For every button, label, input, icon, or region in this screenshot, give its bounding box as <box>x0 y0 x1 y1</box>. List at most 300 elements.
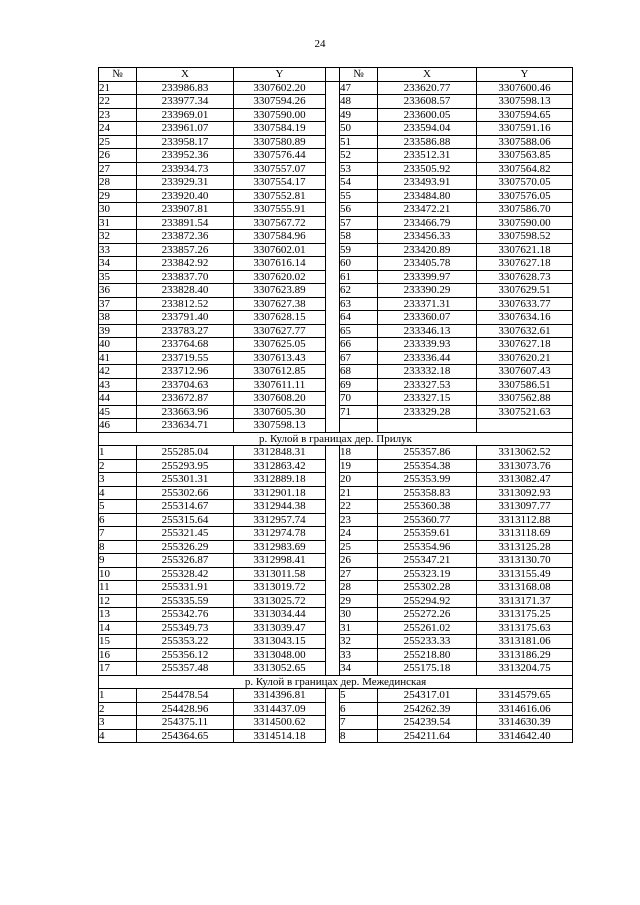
cell-num: 36 <box>99 284 137 298</box>
column-gap <box>326 473 340 487</box>
cell-x: 233493.91 <box>378 176 477 190</box>
column-gap <box>326 527 340 541</box>
cell-y: 3307598.52 <box>477 230 573 244</box>
table-row <box>99 189 573 203</box>
cell-num: 33 <box>99 243 137 257</box>
column-gap <box>326 392 340 406</box>
cell-num: 48 <box>340 95 378 109</box>
cell-num: 5 <box>99 500 137 514</box>
cell-num: 34 <box>340 662 378 676</box>
cell-x: 255175.18 <box>378 662 477 676</box>
column-gap <box>326 95 340 109</box>
cell-num: 57 <box>340 216 378 230</box>
cell-x: 233327.53 <box>378 378 477 392</box>
cell-y: 3312974.78 <box>234 527 326 541</box>
column-gap <box>326 635 340 649</box>
table-row <box>99 338 573 352</box>
table-row <box>99 324 573 338</box>
cell-num: 1 <box>99 689 137 703</box>
cell-y: 3307625.05 <box>234 338 326 352</box>
cell-x: 255326.29 <box>137 540 234 554</box>
column-gap <box>326 81 340 95</box>
cell-y: 3307594.26 <box>234 95 326 109</box>
cell-num: 4 <box>99 486 137 500</box>
cell-y: 3307562.88 <box>477 392 573 406</box>
cell-num: 42 <box>99 365 137 379</box>
cell-num: 38 <box>99 311 137 325</box>
cell-num: 18 <box>340 446 378 460</box>
cell-y: 3313097.77 <box>477 500 573 514</box>
cell-num: 52 <box>340 149 378 163</box>
table-row <box>99 311 573 325</box>
table-header <box>99 68 573 82</box>
column-gap <box>326 243 340 257</box>
cell-y: 3312863.42 <box>234 459 326 473</box>
cell-num: 15 <box>99 635 137 649</box>
cell-num: 60 <box>340 257 378 271</box>
cell-x: 233332.18 <box>378 365 477 379</box>
cell-x: 254428.96 <box>137 702 234 716</box>
cell-y: 3307602.01 <box>234 243 326 257</box>
cell-x: 255335.59 <box>137 594 234 608</box>
table-row <box>99 257 573 271</box>
cell-y: 3307580.89 <box>234 135 326 149</box>
cell-x: 233327.15 <box>378 392 477 406</box>
cell-y: 3307564.82 <box>477 162 573 176</box>
table-row <box>99 203 573 217</box>
cell-num: 45 <box>99 405 137 419</box>
header-y: Y <box>477 68 573 82</box>
cell-y: 3314616.06 <box>477 702 573 716</box>
cell-num: 16 <box>99 648 137 662</box>
cell-y: 3314579.65 <box>477 689 573 703</box>
table-row <box>99 378 573 392</box>
cell-x: 233952.36 <box>137 149 234 163</box>
table-row <box>99 405 573 419</box>
cell-num: 22 <box>99 95 137 109</box>
cell-num <box>340 419 378 433</box>
table-row <box>99 662 573 676</box>
cell-y: 3313181.06 <box>477 635 573 649</box>
cell-y: 3313073.76 <box>477 459 573 473</box>
cell-x: 255358.83 <box>378 486 477 500</box>
cell-num: 40 <box>99 338 137 352</box>
cell-x: 255357.48 <box>137 662 234 676</box>
column-gap <box>326 203 340 217</box>
cell-y: 3307557.07 <box>234 162 326 176</box>
table-row <box>99 351 573 365</box>
cell-num: 2 <box>99 702 137 716</box>
table-row <box>99 513 573 527</box>
cell-y: 3307633.77 <box>477 297 573 311</box>
cell-y: 3307627.18 <box>477 338 573 352</box>
cell-y: 3307628.73 <box>477 270 573 284</box>
cell-num: 34 <box>99 257 137 271</box>
column-gap <box>326 122 340 136</box>
cell-x: 255233.33 <box>378 635 477 649</box>
cell-y: 3312889.18 <box>234 473 326 487</box>
cell-x: 233399.97 <box>378 270 477 284</box>
cell-y: 3313186.29 <box>477 648 573 662</box>
cell-x: 233594.04 <box>378 122 477 136</box>
column-gap <box>326 446 340 460</box>
cell-num: 27 <box>340 567 378 581</box>
cell-x: 233704.63 <box>137 378 234 392</box>
table-row <box>99 621 573 635</box>
column-gap <box>326 284 340 298</box>
cell-num: 51 <box>340 135 378 149</box>
cell-x: 233812.52 <box>137 297 234 311</box>
cell-y: 3313062.52 <box>477 446 573 460</box>
cell-y: 3312983.69 <box>234 540 326 554</box>
cell-num: 47 <box>340 81 378 95</box>
table-row <box>99 486 573 500</box>
table-row <box>99 567 573 581</box>
cell-x: 233390.29 <box>378 284 477 298</box>
cell-y: 3313118.69 <box>477 527 573 541</box>
cell-x: 233586.88 <box>378 135 477 149</box>
cell-num: 61 <box>340 270 378 284</box>
table-row <box>99 527 573 541</box>
cell-x: 255360.77 <box>378 513 477 527</box>
cell-x: 255342.76 <box>137 608 234 622</box>
cell-y: 3313171.37 <box>477 594 573 608</box>
table-row <box>99 162 573 176</box>
cell-y: 3307620.21 <box>477 351 573 365</box>
cell-num: 43 <box>99 378 137 392</box>
table-row <box>99 716 573 730</box>
cell-x: 233907.81 <box>137 203 234 217</box>
column-gap <box>326 338 340 352</box>
cell-x: 255293.95 <box>137 459 234 473</box>
cell-num: 6 <box>99 513 137 527</box>
cell-y: 3313082.47 <box>477 473 573 487</box>
cell-y: 3307598.13 <box>477 95 573 109</box>
cell-x: 233466.79 <box>378 216 477 230</box>
column-gap <box>326 500 340 514</box>
cell-num: 44 <box>99 392 137 406</box>
table-row <box>99 419 573 433</box>
cell-y: 3313025.72 <box>234 594 326 608</box>
cell-num: 46 <box>99 419 137 433</box>
cell-num: 10 <box>99 567 137 581</box>
cell-num: 59 <box>340 243 378 257</box>
table-row <box>99 459 573 473</box>
cell-y: 3307616.14 <box>234 257 326 271</box>
cell-y: 3307629.51 <box>477 284 573 298</box>
cell-y: 3307634.16 <box>477 311 573 325</box>
cell-x: 233712.96 <box>137 365 234 379</box>
cell-num: 23 <box>99 108 137 122</box>
table-row <box>99 230 573 244</box>
cell-y: 3312998.41 <box>234 554 326 568</box>
column-gap <box>326 513 340 527</box>
cell-y: 3307588.06 <box>477 135 573 149</box>
column-gap <box>326 351 340 365</box>
cell-num: 58 <box>340 230 378 244</box>
table-row <box>99 243 573 257</box>
cell-y: 3307605.30 <box>234 405 326 419</box>
cell-y: 3312901.18 <box>234 486 326 500</box>
column-gap <box>326 405 340 419</box>
cell-y: 3307554.17 <box>234 176 326 190</box>
cell-num: 1 <box>99 446 137 460</box>
column-gap <box>326 716 340 730</box>
table-row <box>99 216 573 230</box>
page-number: 24 <box>314 38 326 50</box>
cell-y: 3307627.38 <box>234 297 326 311</box>
cell-x: 255301.31 <box>137 473 234 487</box>
cell-x: 233339.93 <box>378 338 477 352</box>
column-gap <box>326 486 340 500</box>
cell-num: 53 <box>340 162 378 176</box>
table-row <box>99 284 573 298</box>
cell-y: 3313019.72 <box>234 581 326 595</box>
cell-y <box>477 419 573 433</box>
column-gap <box>326 729 340 743</box>
cell-x: 233969.01 <box>137 108 234 122</box>
cell-x: 255353.99 <box>378 473 477 487</box>
cell-x: 255357.86 <box>378 446 477 460</box>
cell-x: 233986.83 <box>137 81 234 95</box>
table-row <box>99 689 573 703</box>
cell-num: 24 <box>340 527 378 541</box>
table-row <box>99 135 573 149</box>
cell-y: 3313011.58 <box>234 567 326 581</box>
cell-x: 233346.13 <box>378 324 477 338</box>
cell-x: 254317.01 <box>378 689 477 703</box>
column-gap <box>326 216 340 230</box>
column-gap <box>326 257 340 271</box>
cell-y: 3307552.81 <box>234 189 326 203</box>
cell-x: 255302.28 <box>378 581 477 595</box>
cell-x: 254239.54 <box>378 716 477 730</box>
cell-y: 3307591.16 <box>477 122 573 136</box>
table-row <box>99 176 573 190</box>
column-gap <box>326 230 340 244</box>
cell-num: 35 <box>99 270 137 284</box>
cell-num: 26 <box>99 149 137 163</box>
cell-y: 3307600.46 <box>477 81 573 95</box>
table-row <box>99 392 573 406</box>
cell-x: 233512.31 <box>378 149 477 163</box>
cell-x: 254478.54 <box>137 689 234 703</box>
column-gap <box>326 297 340 311</box>
cell-x: 233842.92 <box>137 257 234 271</box>
column-gap <box>326 162 340 176</box>
cell-num: 4 <box>99 729 137 743</box>
cell-num: 54 <box>340 176 378 190</box>
cell-num: 21 <box>340 486 378 500</box>
cell-y: 3314630.39 <box>477 716 573 730</box>
cell-num: 65 <box>340 324 378 338</box>
cell-num: 24 <box>99 122 137 136</box>
cell-num: 30 <box>99 203 137 217</box>
cell-num: 8 <box>340 729 378 743</box>
section-title-row <box>99 432 573 446</box>
table-row <box>99 500 573 514</box>
cell-x: 255261.02 <box>378 621 477 635</box>
cell-num: 71 <box>340 405 378 419</box>
cell-x: 233634.71 <box>137 419 234 433</box>
table-row <box>99 122 573 136</box>
cell-x: 255347.21 <box>378 554 477 568</box>
cell-y: 3313168.08 <box>477 581 573 595</box>
cell-num: 9 <box>99 554 137 568</box>
header-y: Y <box>234 68 326 82</box>
cell-y: 3312957.74 <box>234 513 326 527</box>
cell-x: 233600.05 <box>378 108 477 122</box>
cell-num: 66 <box>340 338 378 352</box>
cell-num: 37 <box>99 297 137 311</box>
cell-x: 233791.40 <box>137 311 234 325</box>
cell-num: 25 <box>340 540 378 554</box>
cell-x: 233719.55 <box>137 351 234 365</box>
cell-num: 29 <box>340 594 378 608</box>
column-gap <box>326 554 340 568</box>
coordinates-table <box>98 67 573 743</box>
table-row <box>99 149 573 163</box>
column-gap <box>326 662 340 676</box>
cell-y: 3307590.00 <box>234 108 326 122</box>
cell-y: 3307613.43 <box>234 351 326 365</box>
cell-y: 3313048.00 <box>234 648 326 662</box>
cell-num: 11 <box>99 581 137 595</box>
cell-x: 255272.26 <box>378 608 477 622</box>
column-gap <box>326 621 340 635</box>
cell-y: 3313112.88 <box>477 513 573 527</box>
cell-x: 233872.36 <box>137 230 234 244</box>
cell-x: 233837.70 <box>137 270 234 284</box>
cell-y: 3313125.28 <box>477 540 573 554</box>
cell-x: 255315.64 <box>137 513 234 527</box>
cell-y: 3307586.51 <box>477 378 573 392</box>
table-row <box>99 581 573 595</box>
cell-y: 3307621.18 <box>477 243 573 257</box>
cell-y: 3307576.05 <box>477 189 573 203</box>
cell-num: 2 <box>99 459 137 473</box>
cell-y: 3307628.15 <box>234 311 326 325</box>
cell-y: 3307627.18 <box>477 257 573 271</box>
column-gap <box>326 540 340 554</box>
cell-y: 3307620.02 <box>234 270 326 284</box>
column-gap <box>326 270 340 284</box>
cell-x: 233961.07 <box>137 122 234 136</box>
cell-y: 3307611.11 <box>234 378 326 392</box>
cell-x: 233420.89 <box>378 243 477 257</box>
cell-x: 233360.07 <box>378 311 477 325</box>
cell-x: 255360.38 <box>378 500 477 514</box>
cell-num: 26 <box>340 554 378 568</box>
cell-x: 254262.39 <box>378 702 477 716</box>
column-gap <box>326 365 340 379</box>
table-row <box>99 108 573 122</box>
cell-num: 19 <box>340 459 378 473</box>
cell-num: 12 <box>99 594 137 608</box>
cell-y: 3313052.65 <box>234 662 326 676</box>
cell-num: 14 <box>99 621 137 635</box>
column-gap <box>326 581 340 595</box>
cell-num: 3 <box>99 716 137 730</box>
cell-x: 255314.67 <box>137 500 234 514</box>
cell-num: 3 <box>99 473 137 487</box>
cell-y: 3307521.63 <box>477 405 573 419</box>
cell-y: 3313204.75 <box>477 662 573 676</box>
cell-x: 233764.68 <box>137 338 234 352</box>
cell-y: 3313175.25 <box>477 608 573 622</box>
header-num: № <box>99 68 137 82</box>
cell-num: 55 <box>340 189 378 203</box>
cell-x: 233828.40 <box>137 284 234 298</box>
cell-num: 32 <box>340 635 378 649</box>
column-gap <box>326 189 340 203</box>
table-row <box>99 473 573 487</box>
cell-x: 233505.92 <box>378 162 477 176</box>
cell-num: 13 <box>99 608 137 622</box>
cell-y: 3307586.70 <box>477 203 573 217</box>
cell-y: 3307598.13 <box>234 419 326 433</box>
cell-y: 3313155.49 <box>477 567 573 581</box>
cell-num: 50 <box>340 122 378 136</box>
cell-num: 31 <box>340 621 378 635</box>
cell-num: 67 <box>340 351 378 365</box>
cell-y: 3307567.72 <box>234 216 326 230</box>
cell-num: 31 <box>99 216 137 230</box>
cell-y: 3307584.19 <box>234 122 326 136</box>
cell-y: 3314396.81 <box>234 689 326 703</box>
cell-x: 254375.11 <box>137 716 234 730</box>
cell-num: 64 <box>340 311 378 325</box>
header-num: № <box>340 68 378 82</box>
cell-x: 255323.19 <box>378 567 477 581</box>
column-gap <box>326 135 340 149</box>
table-row <box>99 608 573 622</box>
cell-x: 254364.65 <box>137 729 234 743</box>
cell-x: 255356.12 <box>137 648 234 662</box>
column-gap <box>326 608 340 622</box>
cell-x: 255285.04 <box>137 446 234 460</box>
cell-num: 27 <box>99 162 137 176</box>
cell-y: 3313034.44 <box>234 608 326 622</box>
cell-y: 3312944.38 <box>234 500 326 514</box>
cell-x: 255302.66 <box>137 486 234 500</box>
cell-y: 3307563.85 <box>477 149 573 163</box>
column-gap <box>326 108 340 122</box>
cell-x: 233663.96 <box>137 405 234 419</box>
cell-x: 233958.17 <box>137 135 234 149</box>
cell-y: 3314500.62 <box>234 716 326 730</box>
cell-x: 255326.87 <box>137 554 234 568</box>
table-row <box>99 554 573 568</box>
cell-y: 3312848.31 <box>234 446 326 460</box>
cell-x: 233336.44 <box>378 351 477 365</box>
column-gap <box>326 648 340 662</box>
cell-num: 63 <box>340 297 378 311</box>
cell-x: 255321.45 <box>137 527 234 541</box>
cell-x: 255218.80 <box>378 648 477 662</box>
table-row <box>99 446 573 460</box>
column-gap <box>326 567 340 581</box>
table-body <box>99 81 573 743</box>
table-row <box>99 635 573 649</box>
cell-y: 3307590.00 <box>477 216 573 230</box>
cell-num: 17 <box>99 662 137 676</box>
cell-x: 255294.92 <box>378 594 477 608</box>
cell-x: 255331.91 <box>137 581 234 595</box>
table-row <box>99 702 573 716</box>
column-gap <box>326 594 340 608</box>
column-gap <box>326 419 340 433</box>
